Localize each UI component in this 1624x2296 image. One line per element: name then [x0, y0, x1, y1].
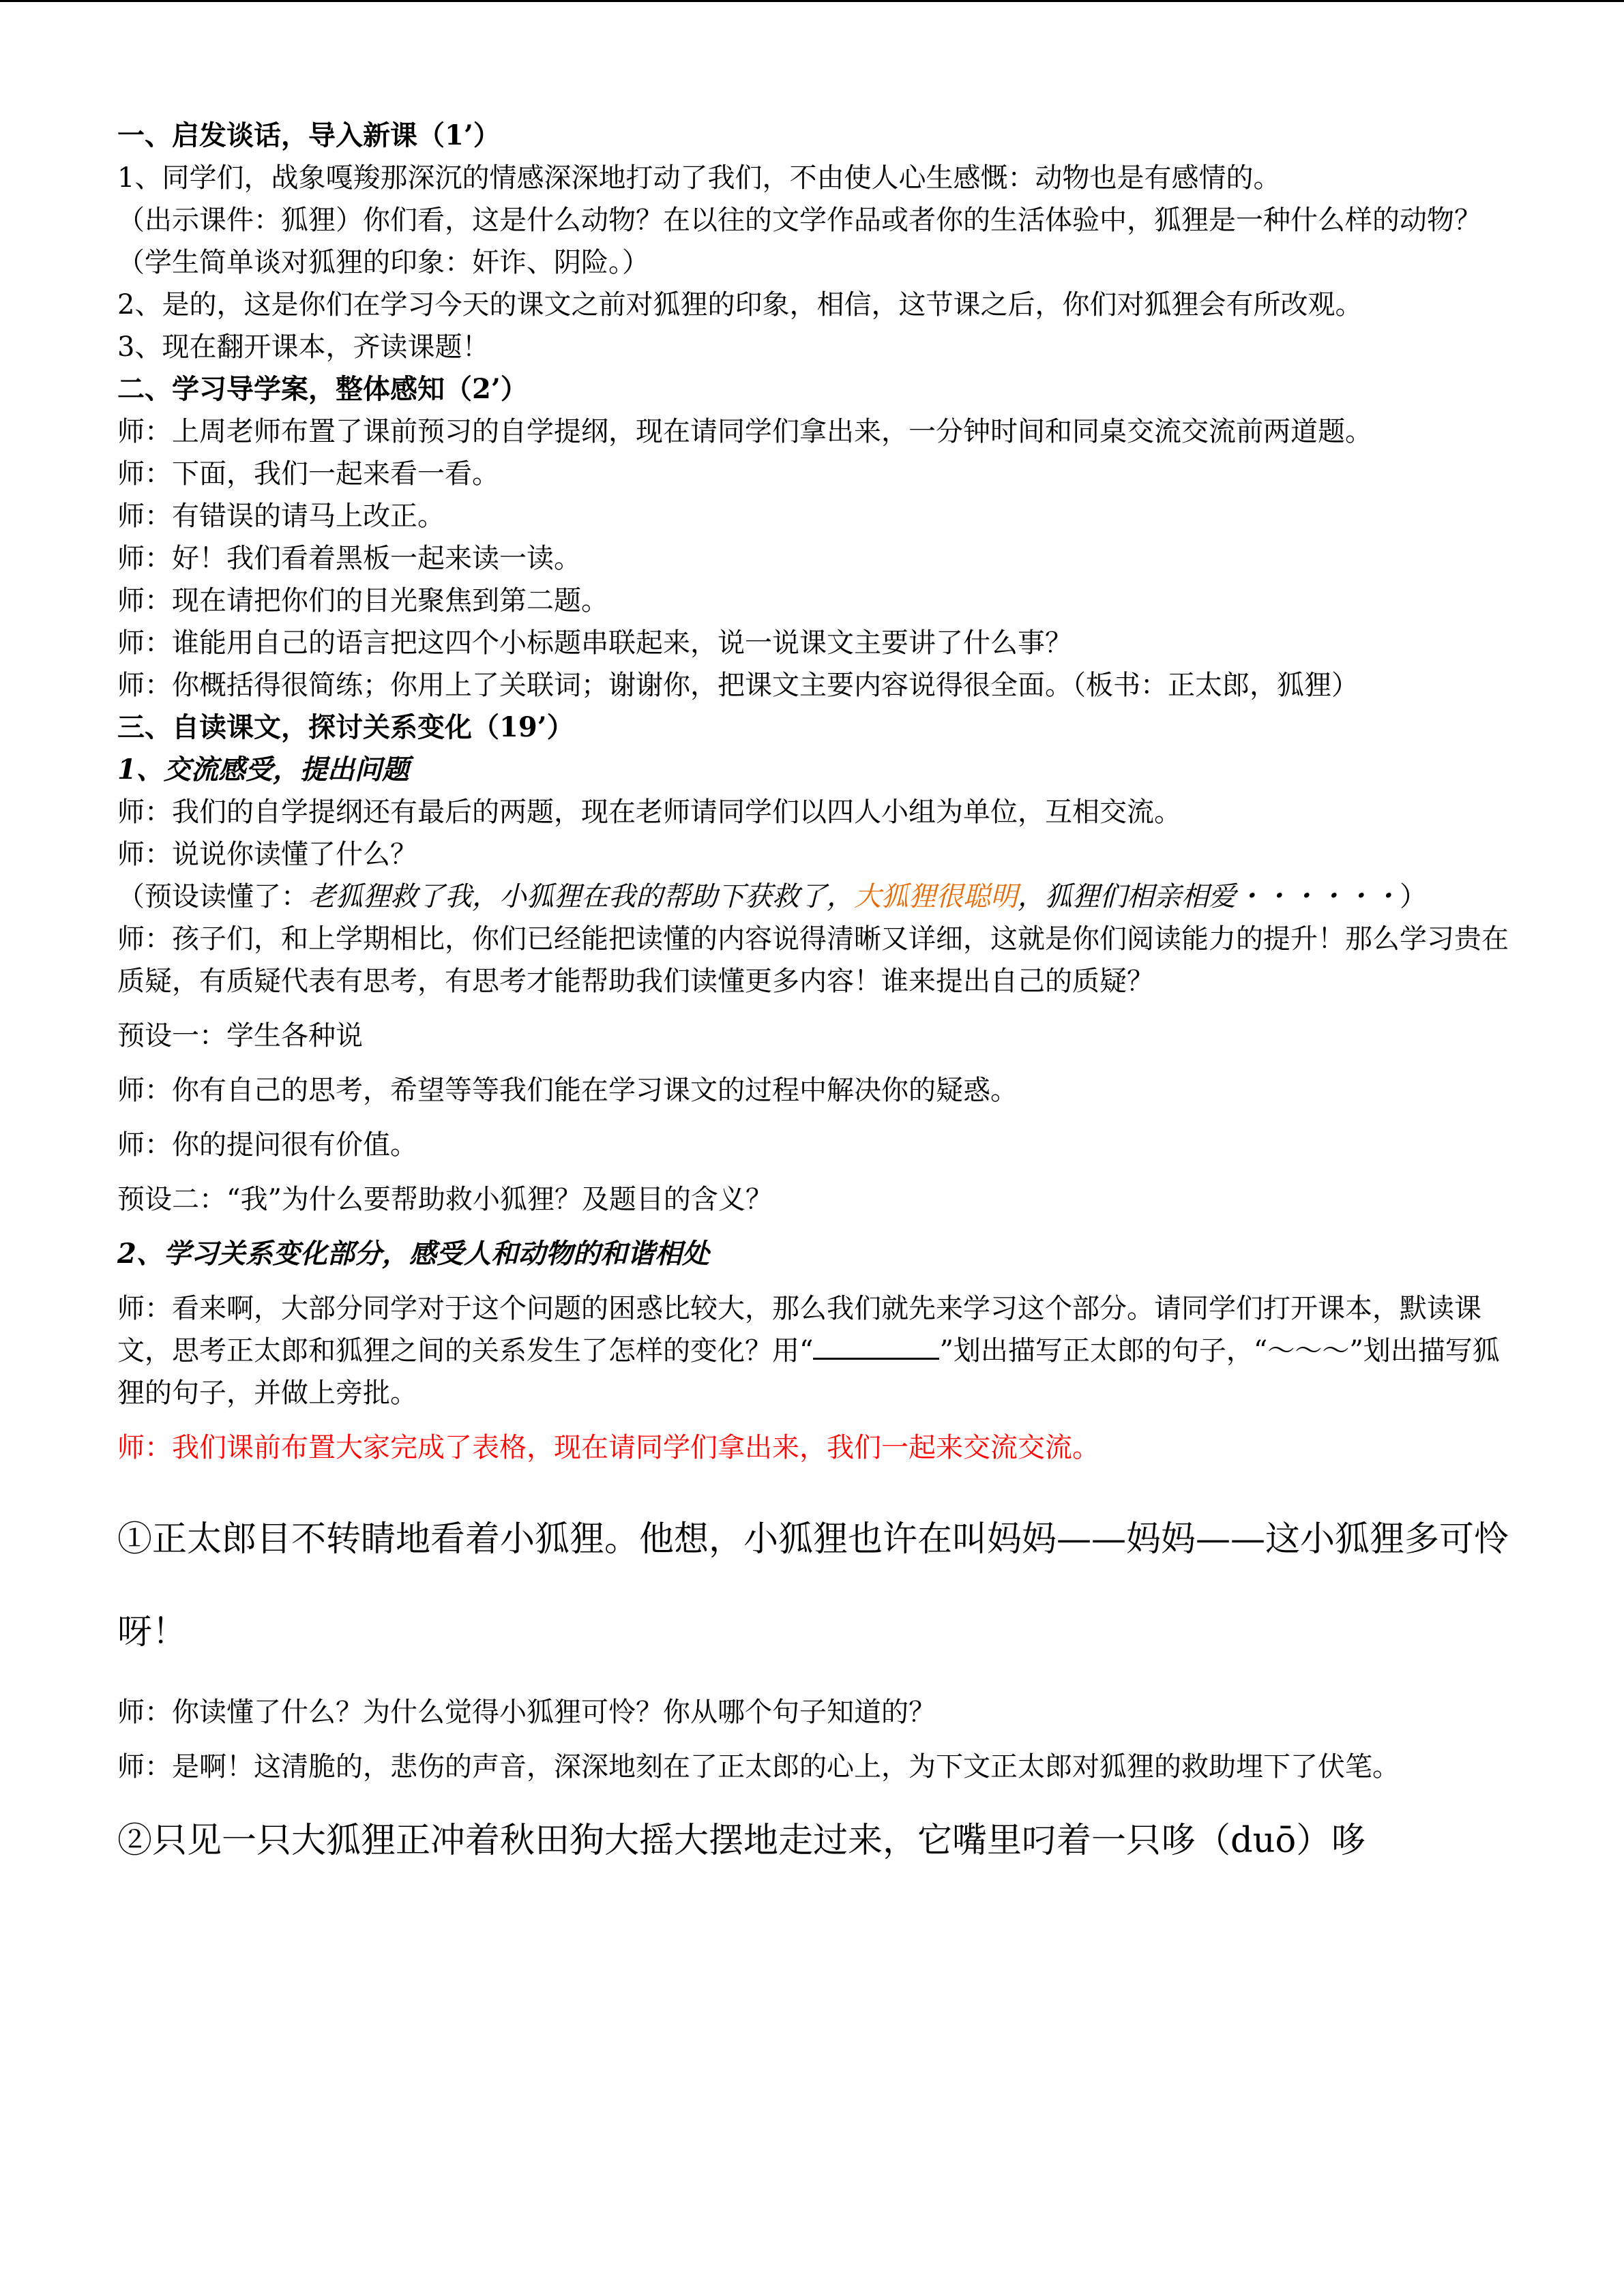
red-instruction: 师：我们课前布置大家完成了表格，现在请同学们拿出来，我们一起来交流交流。: [117, 1432, 1099, 1463]
section2-line: 师：下面，我们一起来看一看。: [117, 458, 499, 490]
section2-line: 师：有错误的请马上改正。: [117, 501, 445, 532]
preset-italic-2: ，狐狸们相亲相爱・・・・・・: [1018, 881, 1400, 912]
preset-reading: [117, 876, 1516, 918]
section1-paragraph-1: 1、同学们，战象嘎羧那深沉的情感深深地打动了我们，不由使人心生感慨：动物也是有感情的。: [117, 162, 1281, 194]
teacher-improvement-paragraph: 师：孩子们，和上学期相比，你们已经能把读懂的内容说得清晰又详细，这就是你们阅读能力的提升！那么学习贵在质疑，有质疑代表有思考，有思考才能帮助我们读懂更多内容！谁来提出自己的质疑？: [117, 923, 1509, 997]
task-instruction: [117, 1287, 1516, 1414]
teacher-line: 师：你读懂了什么？为什么觉得小狐狸可怜？你从哪个句子知道的？: [117, 1697, 936, 1728]
section1-paragraph-3: 2、是的，这是你们在学习今天的课文之前对狐狸的印象，相信，这节课之后，你们对狐狸会有所改观。: [117, 289, 1363, 320]
page-top-border: [0, 0, 1624, 2]
section1-paragraph-2: （出示课件：狐狸）你们看，这是什么动物？在以往的文学作品或者你的生活体验中，狐狸是一种什么样的动物？（学生简单谈对狐狸的印象：奸诈、阴险。）: [117, 205, 1481, 278]
preset-two: 预设二：“我”为什么要帮助救小狐狸？及题目的含义？: [117, 1184, 773, 1215]
section3-subheading-2: 2、学习关系变化部分，感受人和动物的和谐相处: [117, 1238, 709, 1270]
preset-italic-1: 老狐狸救了我，小狐狸在我的帮助下获救了，: [308, 881, 854, 912]
underline-blank: [813, 1335, 939, 1360]
section2-line: 师：你概括得很简练；你用上了关联词；谢谢你，把课文主要内容说得很全面。（板书：正太郎，狐狸）: [117, 670, 1359, 701]
section2-line: 师：谁能用自己的语言把这四个小标题串联起来，说一说课文主要讲了什么事？: [117, 627, 1072, 659]
preset-suffix: ）: [1400, 881, 1427, 912]
section2-heading: 二、学习导学案，整体感知（2’）: [117, 373, 528, 405]
section3-subheading-1: 1、交流感受，提出问题: [117, 754, 409, 786]
teacher-line: 师：你有自己的思考，希望等等我们能在学习课文的过程中解决你的疑惑。: [117, 1075, 1018, 1106]
quote-1: ①正太郎目不转睛地看着小狐狸。他想，小狐狸也许在叫妈妈——妈妈——这小狐狸多可怜呀！: [117, 1519, 1509, 1652]
preset-highlight-orange: 大狐狸很聪明: [854, 881, 1018, 912]
lesson-document: [117, 115, 1516, 1863]
teacher-line: 师：你的提问很有价值。: [117, 1129, 417, 1161]
preset-prefix: （预设读懂了：: [117, 881, 308, 912]
section3-heading: 三、自读课文，探讨关系变化（19’）: [117, 711, 574, 743]
teacher-line: 师：是啊！这清脆的，悲伤的声音，深深地刻在了正太郎的心上，为下文正太郎对狐狸的救助埋下了伏笔。: [117, 1751, 1400, 1783]
section2-line: 师：好！我们看着黑板一起来读一读。: [117, 543, 581, 574]
section3-line: 师：说说你读懂了什么？: [117, 839, 417, 870]
section1-heading: 一、启发谈话，导入新课（1’）: [117, 119, 501, 151]
quote-2: ②只见一只大狐狸正冲着秋田狗大摇大摆地走过来，它嘴里叼着一只哆（duō）哆: [117, 1821, 1366, 1861]
section2-line: 师：现在请把你们的目光聚焦到第二题。: [117, 585, 608, 616]
task-text-a: 师：看来啊，大部分同学对于这个问题的困惑比较大，那么我们就先来学习这个部分。请同学们打开课本，默读课文，思考正太郎和狐狸之间的关系发生了怎样的变化？用“: [117, 1293, 1481, 1367]
section2-line: 师：上周老师布置了课前预习的自学提纲，现在请同学们拿出来，一分钟时间和同桌交流交流前两道题。: [117, 416, 1372, 447]
section1-paragraph-4: 3、现在翻开课本，齐读课题！: [117, 331, 490, 363]
section3-line: 师：我们的自学提纲还有最后的两题，现在老师请同学们以四人小组为单位，互相交流。: [117, 796, 1181, 828]
task-text-b: ”划出描写正太郎的句子，“～～～”划出描写狐狸的句子，并做上旁批。: [117, 1335, 1500, 1409]
preset-one: 预设一：学生各种说: [117, 1020, 363, 1052]
